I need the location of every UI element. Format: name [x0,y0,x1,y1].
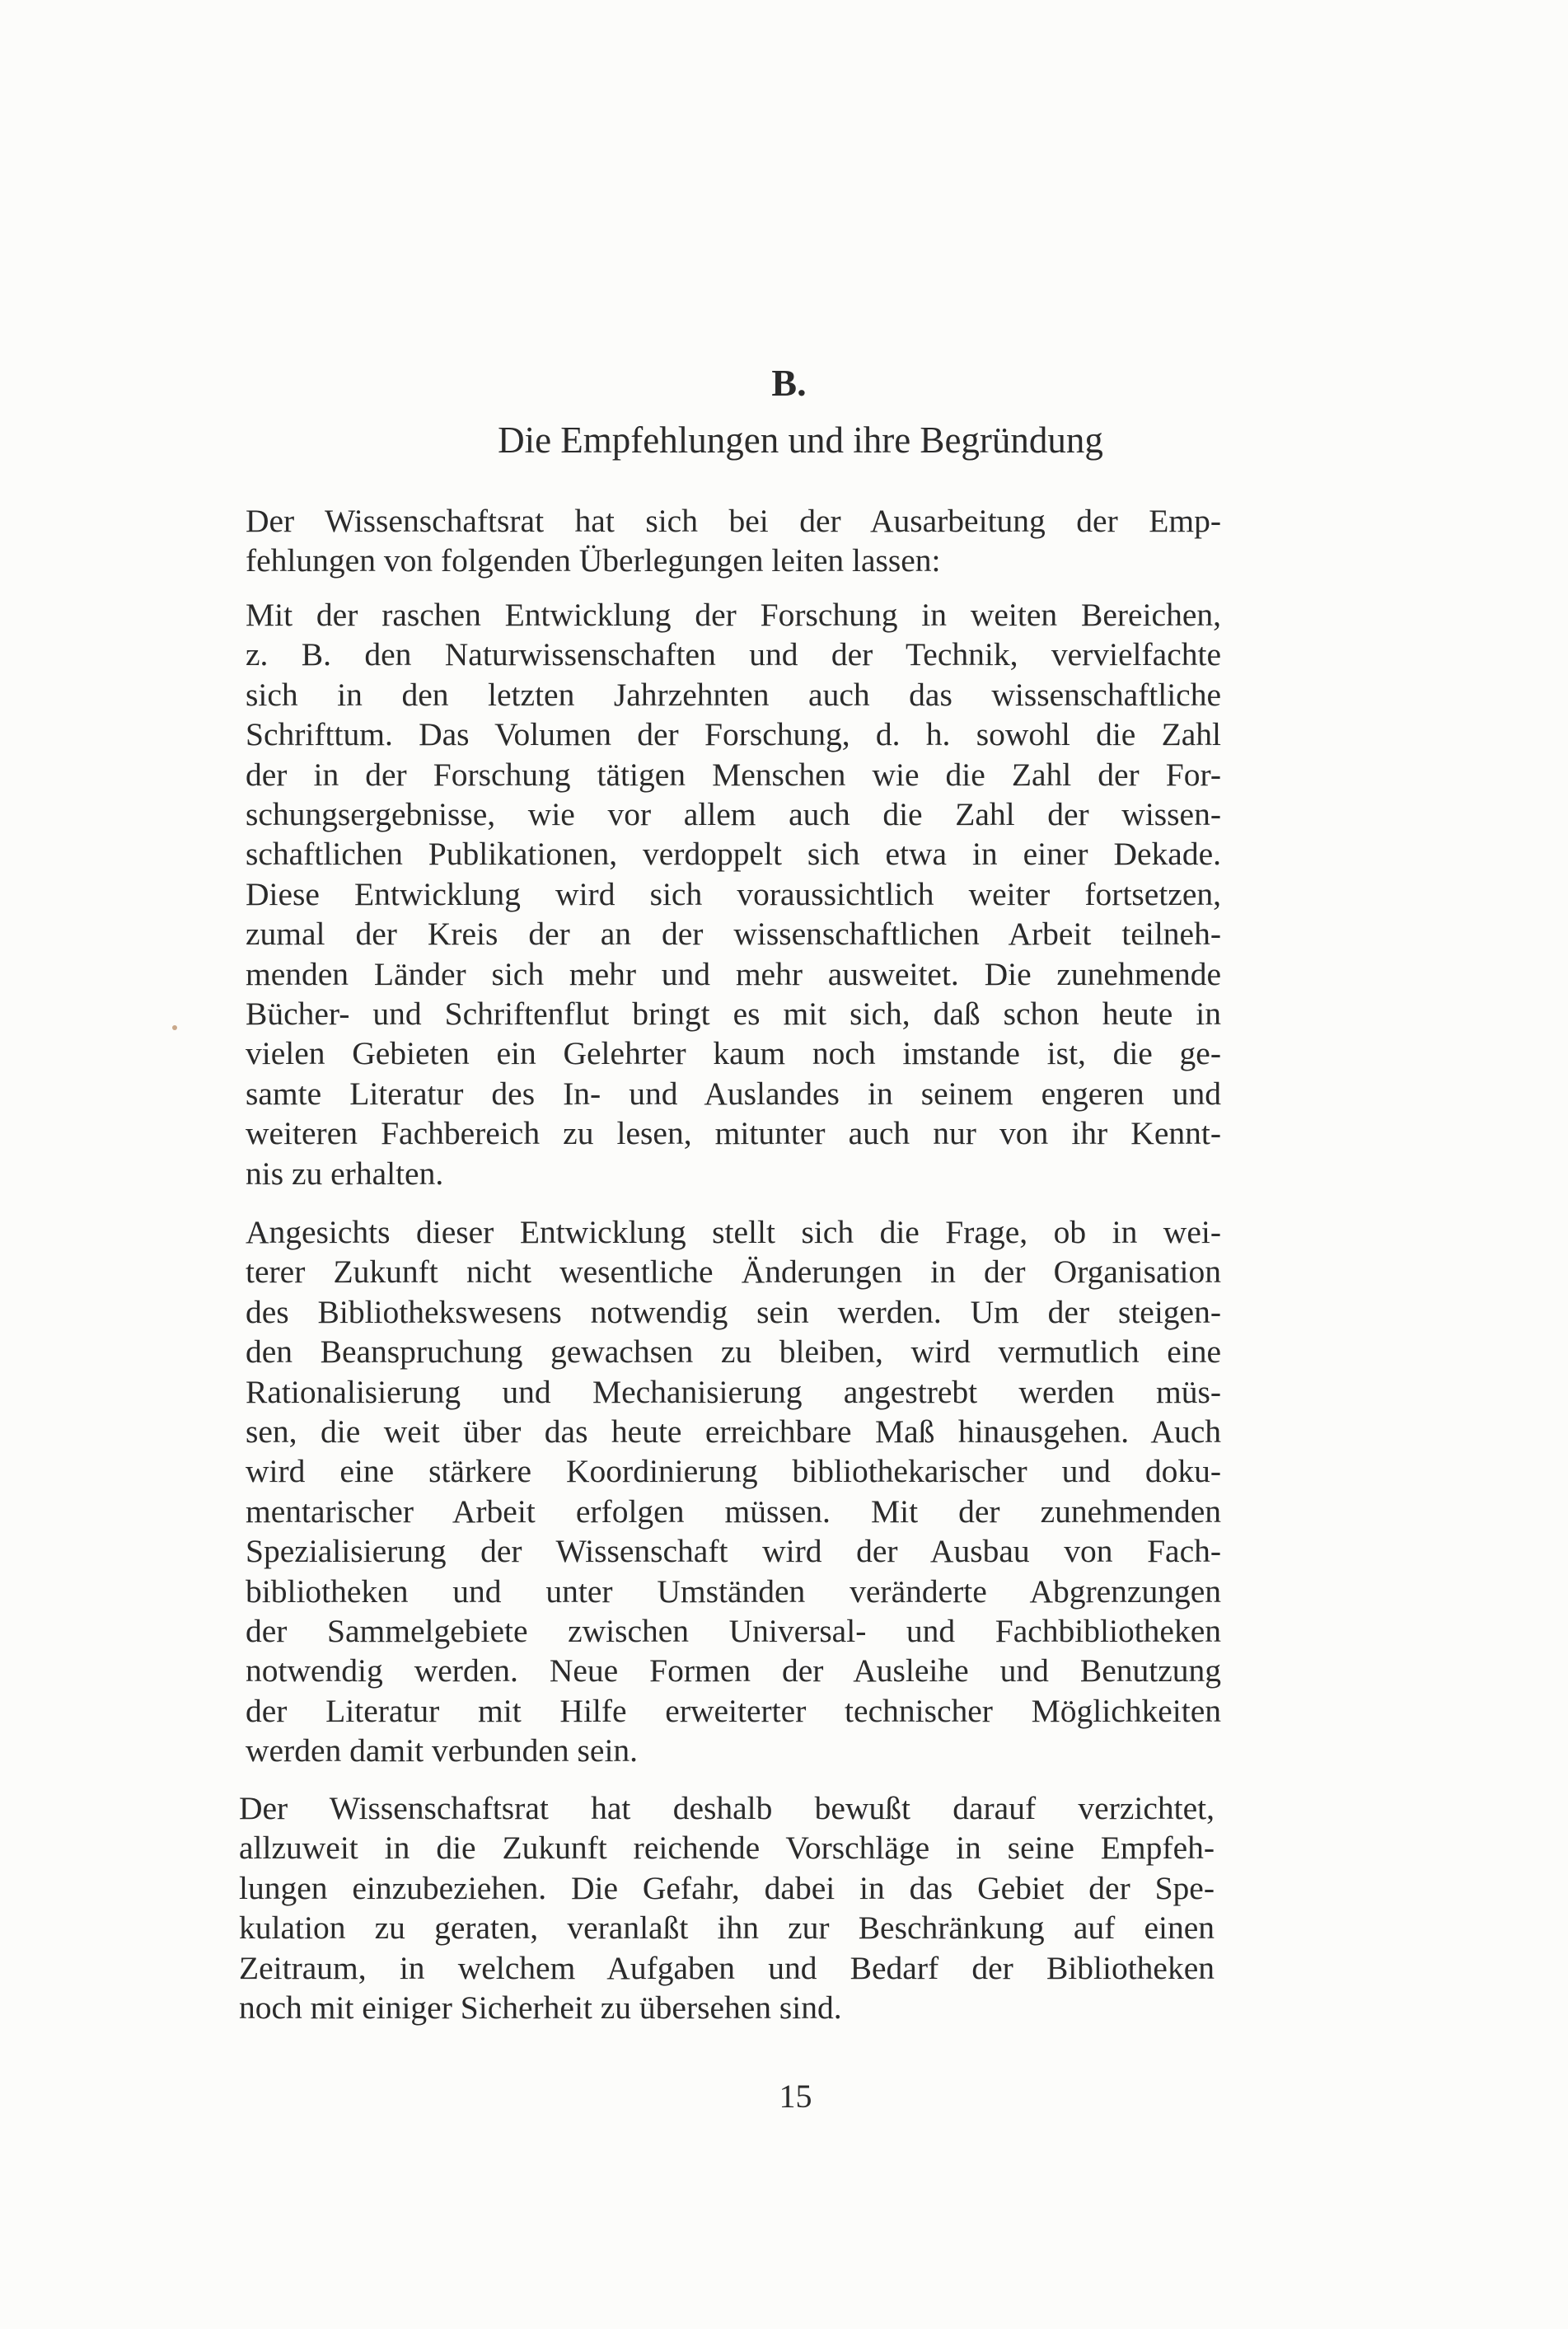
section-title: Die Empfehlungen und ihre Begründung [498,419,1103,461]
text-line: Angesichts dieser Entwicklung stellt sich die Frage, ob in wei- [246,1214,1221,1250]
text-line: Schrifttum. Das Volumen der Forschung, d. h. sowohl die Zahl [246,716,1221,753]
text-line: schungsergebnisse, wie vor allem auch die Zahl der wissen- [246,796,1221,833]
paragraph [246,1212,1221,1771]
text-line: mentarischer Arbeit erfolgen müssen. Mit der zunehmenden [246,1493,1221,1530]
text-line: lungen einzubeziehen. Die Gefahr, dabei in das Gebiet der Spe- [239,1869,1215,1906]
text-line: allzuweit in die Zukunft reichende Vorschläge in seine Empfeh- [239,1830,1215,1867]
text-line: kulation zu geraten, veranlaßt ihn zur Beschränkung auf einen [239,1910,1215,1947]
text-line: den Beanspruchung gewachsen zu bleiben, wird vermutlich eine [246,1333,1221,1371]
text-line: samte Literatur des In- und Auslandes in seinem engeren und [246,1075,1221,1112]
text-line: terer Zukunft nicht wesentliche Änderungen in der Organisation [246,1254,1221,1291]
text-line: Diese Entwicklung wird sich voraussichtlich weiter fortsetzen, [246,875,1221,912]
text-line: des Bibliothekswesens notwendig sein werden. Um der steigen- [246,1293,1221,1330]
text-line: sich in den letzten Jahrzehnten auch das wissenschaftliche [246,676,1221,713]
paragraph [246,501,1221,581]
text-line: Mit der raschen Entwicklung der Forschung in weiten Bereichen, [246,597,1221,633]
text-line: der Literatur mit Hilfe erweiterter technischer Möglichkeiten [246,1692,1221,1729]
text-line: weiteren Fachbereich zu lesen, mitunter auch nur von ihr Kennt- [246,1115,1221,1152]
paragraph [246,595,1221,1193]
text-line: nis zu erhalten. [246,1155,444,1192]
scan-speck [172,1025,177,1030]
text-line: werden damit verbunden sein. [246,1732,639,1769]
text-line: Zeitraum, in welchem Aufgaben und Bedarf der Bibliotheken [239,1949,1215,1986]
text-line: vielen Gebieten ein Gelehrter kaum noch imstande ist, die ge- [246,1035,1221,1072]
text-line: wird eine stärkere Koordinierung bibliothekarischer und doku- [246,1453,1221,1490]
text-line: fehlungen von folgenden Überlegungen leiten lassen: [246,542,941,579]
text-line: notwendig werden. Neue Formen der Ausleihe und Benutzung [246,1652,1221,1689]
section-letter: B. [771,362,807,404]
paragraph [239,1788,1215,2027]
text-line: Spezialisierung der Wissenschaft wird der Ausbau von Fach- [246,1533,1221,1570]
text-line: der Sammelgebiete zwischen Universal- und Fachbibliotheken [246,1613,1221,1650]
text-line: bibliotheken und unter Umständen veränderte Abgrenzungen [246,1572,1221,1610]
text-line: sen, die weit über das heute erreichbare Maß hinausgehen. Auch [246,1413,1221,1450]
text-line: Der Wissenschaftsrat hat sich bei der Ausarbeitung der Emp- [246,503,1221,539]
text-line: Der Wissenschaftsrat hat deshalb bewußt darauf verzichtet, [239,1790,1215,1826]
text-line: Bücher- und Schriftenflut bringt es mit sich, daß schon heute in [246,996,1221,1033]
page-number: 15 [779,2078,812,2115]
text-line: schaftlichen Publikationen, verdoppelt sich etwa in einer Dekade. [246,836,1221,873]
text-line: z. B. den Naturwissenschaften und der Technik, vervielfachte [246,636,1221,673]
text-line: der in der Forschung tätigen Menschen wie die Zahl der For- [246,756,1221,793]
text-line: menden Länder sich mehr und mehr ausweitet. Die zunehmende [246,955,1221,992]
text-line: zumal der Kreis der an der wissenschaftlichen Arbeit teilneh- [246,916,1221,953]
text-line: Rationalisierung und Mechanisierung angestrebt werden müs- [246,1373,1221,1410]
text-line: noch mit einiger Sicherheit zu übersehen sind. [239,1989,842,2027]
